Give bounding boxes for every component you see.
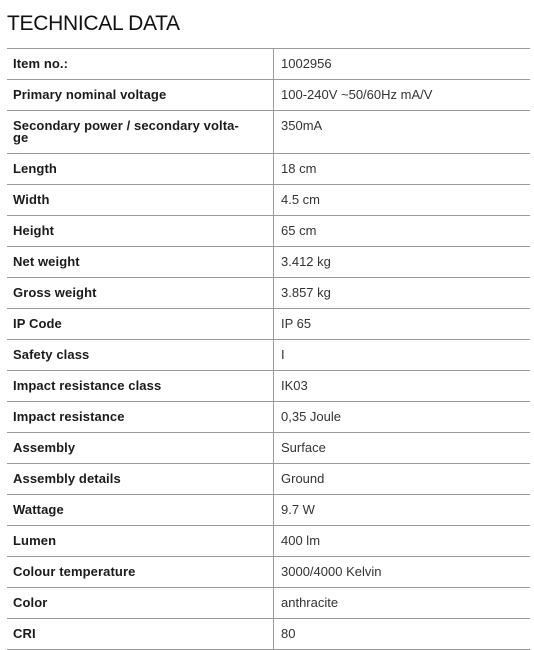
spec-value: IK03	[274, 371, 531, 402]
spec-value: 350mA	[274, 111, 531, 154]
spec-row	[7, 111, 530, 154]
spec-row	[7, 371, 530, 402]
spec-label: Primary nominal voltage	[7, 80, 274, 111]
spec-label: Assembly details	[7, 464, 274, 495]
spec-label: Net weight	[7, 247, 274, 278]
spec-label: Safety class	[7, 340, 274, 371]
spec-row	[7, 185, 530, 216]
spec-label: IP Code	[7, 309, 274, 340]
spec-value: 80	[274, 619, 531, 650]
spec-label: Colour temperature	[7, 557, 274, 588]
spec-label: Secondary power / secondary volta- ge	[7, 111, 274, 154]
spec-row	[7, 340, 530, 371]
spec-value: 1002956	[274, 49, 531, 80]
page-title: TECHNICAL DATA	[7, 12, 180, 35]
spec-row	[7, 402, 530, 433]
spec-label: CRI	[7, 619, 274, 650]
spec-label: Item no.:	[7, 49, 274, 80]
spec-label: Length	[7, 154, 274, 185]
spec-label: Color	[7, 588, 274, 619]
spec-label: Width	[7, 185, 274, 216]
technical-data-table-body	[7, 49, 530, 650]
spec-value: Surface	[274, 433, 531, 464]
spec-row	[7, 495, 530, 526]
spec-value: 0,35 Joule	[274, 402, 531, 433]
spec-value: IP 65	[274, 309, 531, 340]
spec-value: anthracite	[274, 588, 531, 619]
spec-row	[7, 588, 530, 619]
spec-row	[7, 49, 530, 80]
spec-row	[7, 247, 530, 278]
spec-row	[7, 216, 530, 247]
spec-label: Lumen	[7, 526, 274, 557]
spec-label: Impact resistance	[7, 402, 274, 433]
spec-row	[7, 309, 530, 340]
spec-row	[7, 619, 530, 650]
spec-row	[7, 526, 530, 557]
spec-row	[7, 80, 530, 111]
spec-label: Impact resistance class	[7, 371, 274, 402]
spec-value: 18 cm	[274, 154, 531, 185]
spec-label: Assembly	[7, 433, 274, 464]
spec-row	[7, 557, 530, 588]
technical-data-table	[7, 48, 530, 650]
spec-label: Gross weight	[7, 278, 274, 309]
spec-value: 65 cm	[274, 216, 531, 247]
spec-value: I	[274, 340, 531, 371]
spec-row	[7, 154, 530, 185]
spec-row	[7, 433, 530, 464]
spec-row	[7, 464, 530, 495]
spec-row	[7, 278, 530, 309]
spec-value: 3.857 kg	[274, 278, 531, 309]
spec-value: 9.7 W	[274, 495, 531, 526]
spec-label: Wattage	[7, 495, 274, 526]
spec-value: 4.5 cm	[274, 185, 531, 216]
spec-value: 3000/4000 Kelvin	[274, 557, 531, 588]
spec-value: 100-240V ~50/60Hz mA/V	[274, 80, 531, 111]
spec-value: 400 lm	[274, 526, 531, 557]
spec-value: Ground	[274, 464, 531, 495]
spec-value: 3.412 kg	[274, 247, 531, 278]
spec-label: Height	[7, 216, 274, 247]
